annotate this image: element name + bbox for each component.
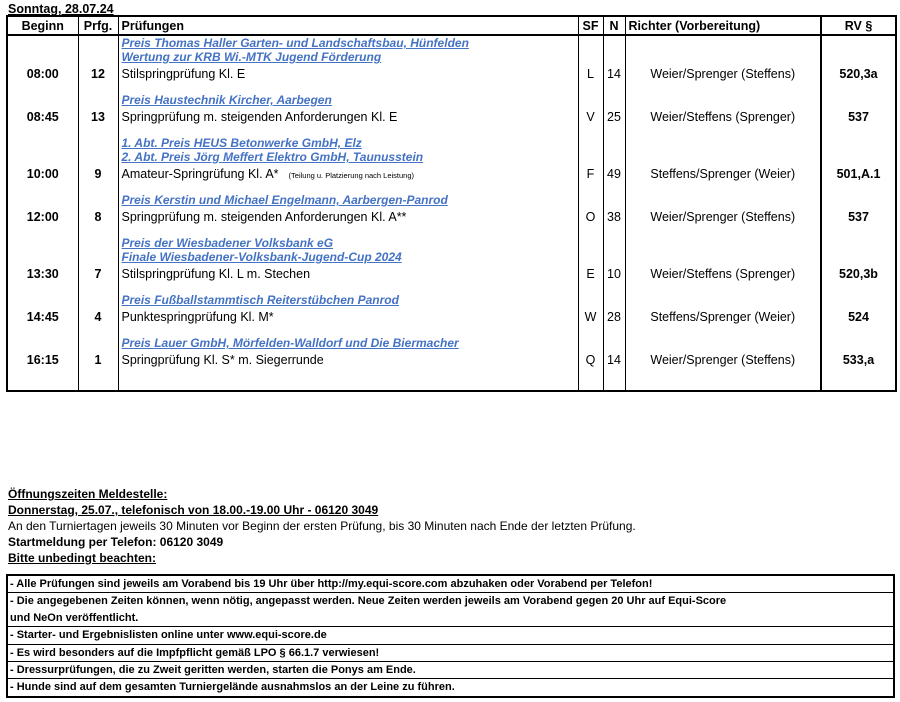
empty-cell [821,193,896,207]
sponsor-cell [118,293,578,307]
empty-cell [7,50,78,64]
empty-cell [603,193,625,207]
pruefung-number: 9 [78,164,118,184]
richter: Weier/Steffens (Sprenger) [625,107,821,127]
pruefung-cell [118,264,578,284]
start-time: 14:45 [7,307,78,327]
spacer-row [7,284,896,293]
spacer-cell [821,84,896,93]
spacer-cell [78,184,118,193]
sponsor-link[interactable]: Preis Haustechnik Kircher, Aarbegen [121,93,332,107]
empty-cell [7,150,78,164]
empty-cell [578,293,603,307]
empty-cell [7,236,78,250]
empty-cell [603,93,625,107]
spacer-cell [78,284,118,293]
empty-cell [78,193,118,207]
table-header-row [7,16,896,35]
start-time: 13:30 [7,264,78,284]
empty-cell [578,236,603,250]
start-time: 08:45 [7,107,78,127]
empty-cell [578,136,603,150]
spacer-cell [821,370,896,391]
empty-cell [7,193,78,207]
spacer-cell [7,284,78,293]
empty-cell [78,250,118,264]
empty-cell [78,150,118,164]
empty-cell [578,35,603,50]
spacer-cell [578,327,603,336]
spacer-cell [603,184,625,193]
pruefung-cell [118,107,578,127]
empty-cell [603,250,625,264]
entry-count: 10 [603,264,625,284]
spacer-row [7,184,896,193]
spacer-cell [821,284,896,293]
empty-cell [78,293,118,307]
pruefung-number: 12 [78,64,118,84]
spacer-cell [7,184,78,193]
entry-count: 14 [603,350,625,370]
header-beginn: Beginn [7,16,78,35]
sponsor-cell [118,193,578,207]
pruefung-title: Amateur-Springrüfung Kl. A* [121,167,279,181]
empty-cell [625,35,821,50]
empty-cell [78,35,118,50]
entry-count: 25 [603,107,625,127]
empty-cell [603,50,625,64]
spacer-cell [78,227,118,236]
richter: Weier/Sprenger (Steffens) [625,64,821,84]
sponsor-link[interactable]: Preis Thomas Haller Garten- und Landschaftsbau, Hünfelden [121,36,469,50]
sponsor-cell [118,250,578,264]
sponsor-cell [118,150,578,164]
spacer-row [7,370,896,391]
pruefung-number: 13 [78,107,118,127]
spacer-cell [578,127,603,136]
empty-cell [7,35,78,50]
rv-paragraph: 524 [821,307,896,327]
spacer-cell [625,327,821,336]
spacer-cell [7,327,78,336]
opening-hours-heading: Öffnungszeiten Meldestelle: [8,487,168,501]
empty-cell [578,193,603,207]
spacer-cell [603,227,625,236]
spacer-cell [821,327,896,336]
spacer-row [7,127,896,136]
empty-cell [603,136,625,150]
header-prfg: Prfg. [78,16,118,35]
rv-paragraph: 520,3a [821,64,896,84]
empty-cell [625,250,821,264]
spacer-cell [625,84,821,93]
spacer-cell [578,370,603,391]
empty-cell [603,336,625,350]
sf-code: F [578,164,603,184]
empty-cell [821,136,896,150]
sf-code: O [578,207,603,227]
rv-paragraph: 520,3b [821,264,896,284]
header-pruefungen: Prüfungen [118,16,578,35]
empty-cell [578,150,603,164]
sponsor-link[interactable]: Wertung zur KRB Wi.-MTK Jugend Förderung [121,50,382,64]
sponsor-cell [118,93,578,107]
pruefung-cell [118,307,578,327]
pruefung-title: Stilspringprüfung Kl. E [121,67,246,81]
spacer-cell [118,184,578,193]
spacer-cell [821,184,896,193]
table-row [7,107,896,127]
rv-paragraph: 533,a [821,350,896,370]
empty-cell [603,35,625,50]
empty-cell [7,336,78,350]
empty-cell [603,150,625,164]
pruefung-title: Springprüfung Kl. S* m. Siegerrunde [121,353,324,367]
empty-cell [625,93,821,107]
notes-box [6,574,895,698]
sponsor-link[interactable]: Preis Lauer GmbH, Mörfelden-Walldorf und Die Biermacher [121,336,459,350]
pruefung-title: Springprüfung m. steigenden Anforderungen Kl. A** [121,210,407,224]
pruefung-number: 1 [78,350,118,370]
empty-cell [625,193,821,207]
spacer-cell [821,127,896,136]
pruefung-number: 8 [78,207,118,227]
table-row [7,350,896,370]
spacer-cell [118,84,578,93]
empty-cell [78,50,118,64]
start-time: 10:00 [7,164,78,184]
schedule-table [6,15,897,392]
empty-cell [78,236,118,250]
spacer-cell [625,284,821,293]
empty-cell [821,336,896,350]
spacer-cell [7,227,78,236]
pruefung-title: Springprüfung m. steigenden Anforderungen Kl. E [121,110,398,124]
richter: Weier/Steffens (Sprenger) [625,264,821,284]
spacer-cell [7,370,78,391]
note-line: - Alle Prüfungen sind jeweils am Vorabend bis 19 Uhr über http://my.equi-score.com abzuhaken oder Vorabend per Telefon! [8,576,893,593]
empty-cell [625,136,821,150]
spacer-row [7,227,896,236]
pruefung-title: Stilspringprüfung Kl. L m. Stechen [121,267,311,281]
empty-cell [578,93,603,107]
empty-cell [821,293,896,307]
sponsor-row [7,336,896,350]
sponsor-link[interactable]: 2. Abt. Preis Jörg Meffert Elektro GmbH, Taunusstein [121,150,424,164]
empty-cell [625,336,821,350]
spacer-cell [603,327,625,336]
table-row [7,307,896,327]
sponsor-row [7,150,896,164]
empty-cell [78,93,118,107]
spacer-cell [625,227,821,236]
sf-code: E [578,264,603,284]
startmeldung-phone: Startmeldung per Telefon: 06120 3049 [8,535,224,549]
beachten-heading: Bitte unbedingt beachten: [8,551,156,565]
empty-cell [7,136,78,150]
sf-code: L [578,64,603,84]
sponsor-row [7,93,896,107]
spacer-cell [78,370,118,391]
spacer-cell [118,127,578,136]
empty-cell [578,336,603,350]
empty-cell [625,293,821,307]
richter: Steffens/Sprenger (Weier) [625,307,821,327]
empty-cell [603,236,625,250]
note-line: und NeOn veröffentlicht. [8,610,893,627]
pruefung-cell [118,164,578,184]
entry-count: 14 [603,64,625,84]
spacer-cell [821,227,896,236]
table-row [7,64,896,84]
empty-cell [7,250,78,264]
sponsor-cell [118,35,578,50]
sf-code: W [578,307,603,327]
header-sf: SF [578,16,603,35]
rv-paragraph: 501,A.1 [821,164,896,184]
start-time: 12:00 [7,207,78,227]
sponsor-link[interactable]: Finale Wiesbadener-Volksbank-Jugend-Cup 2024 [121,250,402,264]
empty-cell [7,293,78,307]
pruefung-number: 7 [78,264,118,284]
sponsor-row [7,193,896,207]
spacer-cell [78,327,118,336]
sponsor-link[interactable]: Preis Fußballstammtisch Reiterstübchen Panrod [121,293,399,307]
pruefung-cell [118,350,578,370]
entry-count: 38 [603,207,625,227]
spacer-cell [118,227,578,236]
empty-cell [625,236,821,250]
richter: Steffens/Sprenger (Weier) [625,164,821,184]
rv-paragraph: 537 [821,107,896,127]
sponsor-row [7,136,896,150]
table-row [7,164,896,184]
sponsor-row [7,50,896,64]
header-rv: RV § [821,16,896,35]
note-line: - Starter- und Ergebnislisten online unter www.equi-score.de [8,627,893,644]
spacer-cell [625,127,821,136]
sf-code: V [578,107,603,127]
spacer-cell [625,184,821,193]
spacer-row [7,327,896,336]
sponsor-cell [118,336,578,350]
note-line: - Es wird besonders auf die Impfpflicht gemäß LPO § 66.1.7 verwiesen! [8,645,893,662]
empty-cell [821,236,896,250]
opening-hours-thursday: Donnerstag, 25.07., telefonisch von 18.00.-19.00 Uhr - 06120 3049 [8,503,379,517]
info-section [8,486,636,566]
empty-cell [78,336,118,350]
pruefung-title: Punktespringprüfung Kl. M* [121,310,274,324]
pruefung-number: 4 [78,307,118,327]
schedule-body [7,35,896,391]
spacer-cell [78,84,118,93]
spacer-cell [78,127,118,136]
rv-paragraph: 537 [821,207,896,227]
spacer-cell [118,370,578,391]
empty-cell [7,93,78,107]
sponsor-link[interactable]: Preis Kerstin und Michael Engelmann, Aarbergen-Panrod [121,193,448,207]
sponsor-link[interactable]: Preis der Wiesbadener Volksbank eG [121,236,334,250]
spacer-cell [578,84,603,93]
sponsor-row [7,236,896,250]
sponsor-link[interactable]: 1. Abt. Preis HEUS Betonwerke GmbH, Elz [121,136,362,150]
empty-cell [821,35,896,50]
schedule-date: Sonntag, 28.07.24 [8,2,114,16]
spacer-cell [625,370,821,391]
spacer-cell [578,227,603,236]
empty-cell [578,50,603,64]
header-richter: Richter (Vorbereitung) [625,16,821,35]
spacer-cell [7,84,78,93]
empty-cell [578,250,603,264]
spacer-cell [118,284,578,293]
sponsor-cell [118,236,578,250]
sponsor-row [7,293,896,307]
empty-cell [625,150,821,164]
spacer-cell [603,127,625,136]
note-line: - Hunde sind auf dem gesamten Turniergelände ausnahmslos an der Leine zu führen. [10,681,455,694]
spacer-cell [603,370,625,391]
spacer-cell [578,184,603,193]
pruefung-cell [118,64,578,84]
empty-cell [821,150,896,164]
pruefung-cell [118,207,578,227]
spacer-cell [118,327,578,336]
richter: Weier/Sprenger (Steffens) [625,207,821,227]
richter: Weier/Sprenger (Steffens) [625,350,821,370]
spacer-cell [603,84,625,93]
start-time: 16:15 [7,350,78,370]
empty-cell [821,50,896,64]
spacer-cell [578,284,603,293]
spacer-cell [603,284,625,293]
header-n: N [603,16,625,35]
table-row [7,264,896,284]
empty-cell [603,293,625,307]
empty-cell [821,93,896,107]
spacer-row [7,84,896,93]
entry-count: 28 [603,307,625,327]
sf-code: Q [578,350,603,370]
opening-hours-turniertage: An den Turniertagen jeweils 30 Minuten vor Beginn der ersten Prüfung, bis 30 Minuten nach Ende der letzten Prüfung. [8,519,636,533]
empty-cell [821,250,896,264]
empty-cell [625,50,821,64]
note-line: - Die angegebenen Zeiten können, wenn nötig, angepasst werden. Neue Zeiten werden jeweils am Vorabend gegen 20 Uhr auf Equi-Score [10,595,727,608]
note-line: - Dressurprüfungen, die zu Zweit geritten werden, starten die Ponys am Ende. [8,662,893,679]
sponsor-cell [118,50,578,64]
sponsor-row [7,250,896,264]
entry-count: 49 [603,164,625,184]
empty-cell [78,136,118,150]
table-row [7,207,896,227]
spacer-cell [7,127,78,136]
pruefung-note: (Teilung u. Platzierung nach Leistung) [288,171,415,180]
sponsor-row [7,35,896,50]
sponsor-cell [118,136,578,150]
start-time: 08:00 [7,64,78,84]
